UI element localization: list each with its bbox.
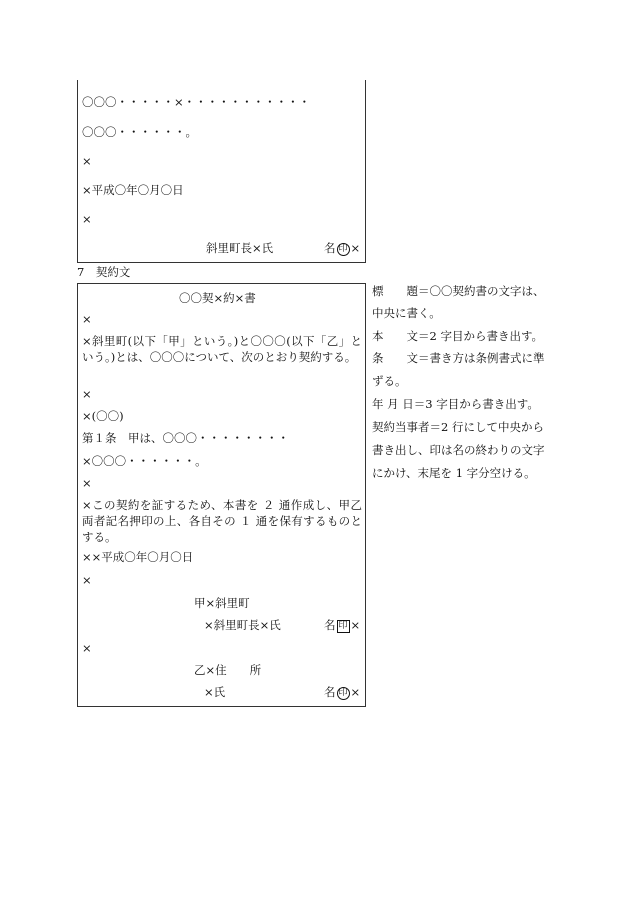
contract-line: × [82, 573, 92, 587]
note-line: 本 文＝2 字目から書き出す。 [372, 329, 544, 343]
name-label: 名 [324, 241, 336, 255]
contract-line: × [82, 312, 92, 326]
contract-closing: ×この契約を証するため、本書を ２ 通作成し、甲乙両者記名押印の上、各自その １ 通を保有するものとする。 [82, 498, 362, 544]
seal-mark: 印 [338, 243, 348, 254]
party-b-signer: ×氏 [204, 685, 226, 699]
seal-line [324, 684, 360, 700]
note-line: 年 月 日＝3 字目から書き出す。 [372, 397, 539, 411]
seal-mark: 印 [338, 687, 348, 698]
party-a-signer: ×斜里町長×氏 [204, 618, 281, 632]
contract-article: 第１条 甲は、〇〇〇・・・・・・・・ [82, 431, 289, 445]
form-line: ×平成〇年〇月〇日 [82, 183, 184, 197]
form-line: × [82, 212, 92, 226]
contract-article-continuation: ×〇〇〇・・・・・・。 [82, 454, 207, 468]
contract-preamble: ×斜里町(以下「甲」という。)と〇〇〇(以下「乙」という。)とは、〇〇〇について、次のとおり契約する。 [82, 334, 362, 364]
party-b-label: 乙×住 所 [194, 663, 262, 677]
end-mark: × [350, 241, 361, 255]
contract-line: × [82, 387, 92, 401]
end-mark: × [350, 685, 361, 699]
seal-line [324, 617, 360, 633]
section-title: 7 契約文 [77, 265, 131, 279]
form-line: 〇〇〇・・・・・×・・・・・・・・・・・ [82, 95, 311, 109]
note-line: ずる。 [372, 374, 407, 388]
contract-line: × [82, 476, 92, 490]
signer-line: 斜里町長×氏 [206, 241, 274, 255]
note-line: 書き出し、印は名の終わりの文字 [372, 443, 545, 457]
form-line: 〇〇〇・・・・・・。 [82, 125, 197, 139]
note-line: 中央に書く。 [372, 306, 441, 320]
seal-line [324, 240, 360, 256]
contract-title: 〇〇契×約×書 [179, 291, 256, 305]
contract-item-label: ×(〇〇) [82, 409, 124, 423]
note-line: 契約当事者＝2 行にして中央から [372, 420, 544, 434]
seal-mark: 印 [338, 620, 348, 631]
note-line: 標 題＝〇〇契約書の文字は、 [372, 284, 545, 298]
contract-date: ××平成〇年〇月〇日 [82, 550, 194, 564]
note-line: 条 文＝書き方は条例書式に準 [372, 351, 545, 365]
party-a-label: 甲×斜里町 [194, 596, 250, 610]
end-mark: × [350, 618, 361, 632]
note-line: にかけ、末尾を 1 字分空ける。 [372, 466, 536, 480]
name-label: 名 [324, 618, 336, 632]
form-line: × [82, 154, 92, 168]
name-label: 名 [324, 685, 336, 699]
contract-line: × [82, 641, 92, 655]
